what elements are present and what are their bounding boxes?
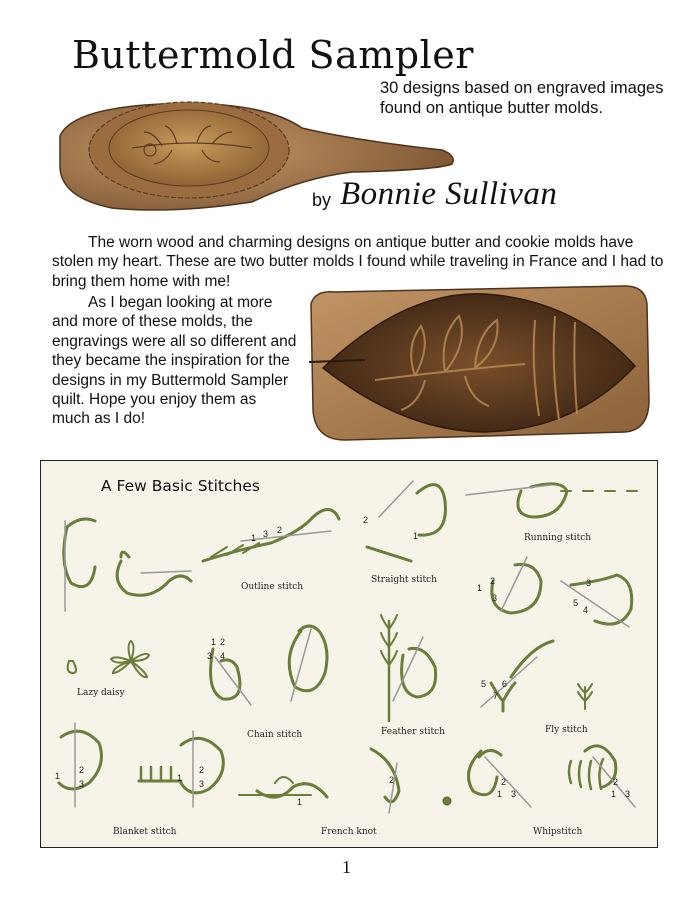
fly-stitch-step-diagram bbox=[492, 557, 632, 627]
running-stitch-diagram bbox=[466, 484, 637, 517]
butter-mold-rectangular-image bbox=[305, 280, 653, 446]
feather-stitch-diagram bbox=[381, 615, 436, 721]
svg-text:3: 3 bbox=[586, 578, 592, 588]
page-title: Buttermold Sampler bbox=[72, 33, 474, 77]
svg-text:1: 1 bbox=[497, 789, 503, 799]
svg-text:2: 2 bbox=[363, 515, 369, 525]
lazy-daisy-diagram bbox=[64, 519, 191, 677]
svg-text:1: 1 bbox=[297, 797, 303, 807]
label-fly-stitch: Fly stitch bbox=[545, 725, 588, 735]
page-number: 1 bbox=[342, 857, 351, 877]
svg-text:2: 2 bbox=[490, 576, 496, 586]
svg-text:1: 1 bbox=[477, 583, 483, 593]
straight-stitch-diagram bbox=[367, 481, 445, 561]
outline-stitch-diagram bbox=[203, 509, 339, 561]
svg-text:3: 3 bbox=[625, 789, 631, 799]
svg-text:4: 4 bbox=[220, 651, 226, 661]
svg-text:6: 6 bbox=[502, 679, 508, 689]
svg-text:5: 5 bbox=[573, 598, 579, 608]
label-outline-stitch: Outline stitch bbox=[241, 582, 304, 592]
label-blanket-stitch: Blanket stitch bbox=[113, 827, 177, 837]
author-name: Bonnie Sullivan bbox=[340, 176, 558, 212]
stitches-illustrations bbox=[41, 461, 656, 846]
svg-text:2: 2 bbox=[389, 775, 395, 785]
svg-text:5: 5 bbox=[481, 679, 487, 689]
svg-text:2: 2 bbox=[199, 765, 205, 775]
stitches-title: A Few Basic Stitches bbox=[101, 477, 260, 495]
label-running-stitch: Running stitch bbox=[524, 533, 592, 543]
stitches-panel bbox=[40, 460, 658, 848]
svg-text:3: 3 bbox=[263, 529, 269, 539]
subtitle: 30 designs based on engraved images found on antique butter molds. bbox=[380, 79, 664, 117]
svg-text:3: 3 bbox=[511, 789, 517, 799]
label-straight-stitch: Straight stitch bbox=[371, 575, 437, 585]
svg-text:2: 2 bbox=[501, 777, 507, 787]
svg-text:3: 3 bbox=[199, 779, 205, 789]
label-whipstitch: Whipstitch bbox=[533, 827, 583, 837]
intro-text-1: The worn wood and charming designs on antique butter and cookie molds have stolen my heart. These are two butter molds I found while traveling in France and I had to bring them home with me! bbox=[52, 234, 664, 290]
svg-text:1: 1 bbox=[55, 771, 61, 781]
label-chain-stitch: Chain stitch bbox=[247, 730, 303, 740]
label-lazy-daisy: Lazy daisy bbox=[77, 688, 125, 698]
svg-text:7: 7 bbox=[493, 691, 499, 701]
chain-stitch-diagram bbox=[211, 626, 327, 705]
svg-text:4: 4 bbox=[583, 605, 589, 615]
svg-text:2: 2 bbox=[79, 765, 85, 775]
svg-text:3: 3 bbox=[492, 593, 498, 603]
label-french-knot: French knot bbox=[321, 827, 377, 837]
label-feather-stitch: Feather stitch bbox=[381, 727, 445, 737]
french-knot-diagram bbox=[239, 749, 451, 813]
svg-text:1: 1 bbox=[251, 533, 257, 543]
svg-text:1: 1 bbox=[211, 637, 217, 647]
svg-text:3: 3 bbox=[207, 651, 213, 661]
byline: by bbox=[312, 190, 332, 210]
svg-text:2: 2 bbox=[220, 637, 226, 647]
svg-text:1: 1 bbox=[177, 773, 183, 783]
svg-text:2: 2 bbox=[277, 525, 283, 535]
svg-text:1: 1 bbox=[413, 531, 419, 541]
svg-text:2: 2 bbox=[613, 777, 619, 787]
svg-text:3: 3 bbox=[79, 779, 85, 789]
svg-text:1: 1 bbox=[611, 789, 617, 799]
intro-text-2: As I began looking at more and more of these molds, the engravings were all so different and they became the inspiration for the designs in my Buttermold Sampler quilt. Hope you enjoy them as much as I do! bbox=[52, 294, 297, 428]
intro-paragraph-2 bbox=[52, 293, 297, 429]
